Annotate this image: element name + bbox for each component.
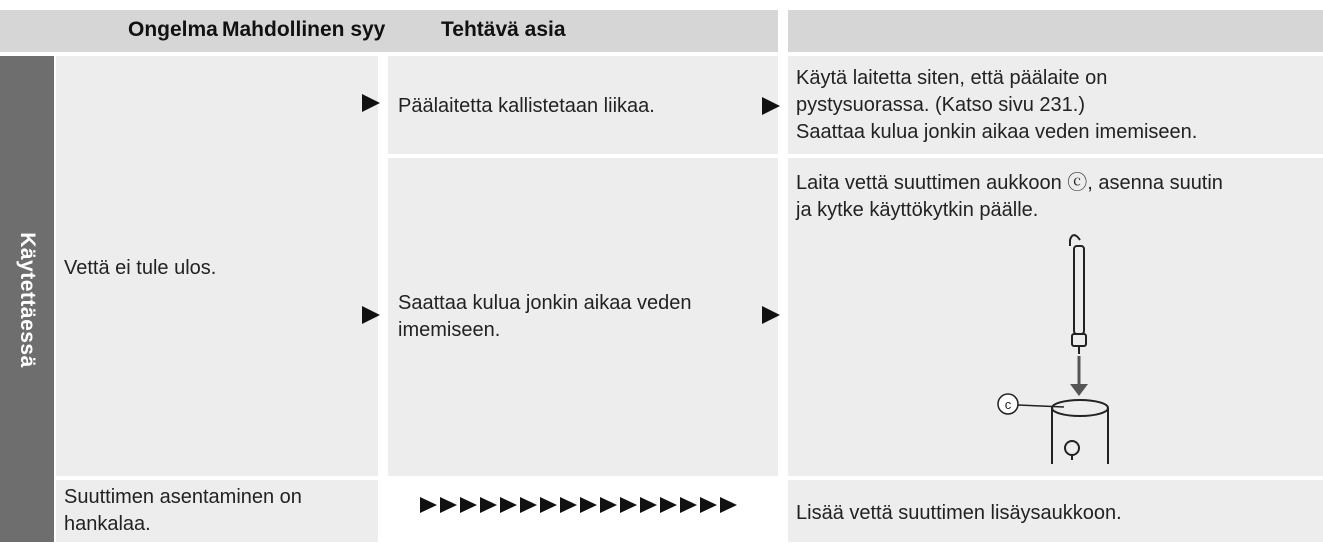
action-text-2: [796, 170, 1223, 224]
arrow-right-icon: [440, 497, 457, 513]
arrow-right-icon: [680, 497, 697, 513]
cause-text-2: [398, 290, 692, 344]
header-action: Tehtävä asia: [441, 18, 566, 41]
action-text-3: Lisää vettä suuttimen lisäysaukkoon.: [796, 502, 1122, 524]
nozzle-tip-icon: [1070, 235, 1080, 246]
action-text-2-line-1: Laita vettä suuttimen aukkoon ⓒ, asenna suutin: [796, 172, 1223, 194]
arrow-right-icon: [460, 497, 477, 513]
arrow-right-icon: [720, 497, 737, 513]
nozzle-connector-icon: [1072, 334, 1086, 346]
arrow-right-icon: [700, 497, 717, 513]
nozzle-body-icon: [1074, 246, 1084, 334]
down-arrow-icon: [1070, 356, 1088, 396]
arrow-right-icon: [480, 497, 497, 513]
arrow-right-icon: [420, 497, 437, 513]
problem-text-2: [64, 484, 302, 538]
arrow-right-icon: [762, 97, 780, 115]
action-text-2-line-2: ja kytke käyttökytkin päälle.: [796, 199, 1039, 221]
main-unit-icon: [1052, 400, 1108, 464]
cause-text-2-line-2: imemiseen.: [398, 319, 501, 341]
nozzle-illustration: [990, 228, 1120, 468]
arrow-right-icon: [640, 497, 657, 513]
header-right: [788, 10, 1323, 52]
header-left: [0, 10, 778, 52]
side-category-label: Käytettäessä: [16, 232, 39, 368]
arrow-right-icon: [540, 497, 557, 513]
problem-text-2-line-2: hankalaa.: [64, 513, 151, 535]
cause-text-2-line-1: Saattaa kulua jonkin aikaa veden: [398, 292, 692, 314]
action-text-1-line-1: Käytä laitetta siten, että päälaite on: [796, 67, 1108, 89]
arrow-right-icon: [362, 94, 380, 112]
arrow-right-icon: [560, 497, 577, 513]
cause-text-1: Päälaitetta kallistetaan liikaa.: [398, 95, 655, 117]
action-text-1: [796, 65, 1197, 146]
arrow-right-icon: [580, 497, 597, 513]
problem-text-2-line-1: Suuttimen asentaminen on: [64, 486, 302, 508]
action-text-1-line-2: pystysuorassa. (Katso sivu 231.): [796, 94, 1086, 116]
arrow-right-icon: [600, 497, 617, 513]
arrow-right-icon: [500, 497, 517, 513]
header-problem: Ongelma: [128, 18, 218, 41]
action-text-1-line-3: Saattaa kulua jonkin aikaa veden imemiseen.: [796, 121, 1198, 143]
problem-text-1: Vettä ei tule ulos.: [64, 257, 217, 279]
header-cause: Mahdollinen syy: [222, 18, 386, 41]
arrow-right-icon: [660, 497, 677, 513]
arrow-chain: [420, 497, 737, 513]
arrow-right-icon: [520, 497, 537, 513]
arrow-right-icon: [362, 306, 380, 324]
arrow-right-icon: [620, 497, 637, 513]
arrow-right-icon: [762, 306, 780, 324]
callout-c-label: c: [1004, 397, 1012, 412]
